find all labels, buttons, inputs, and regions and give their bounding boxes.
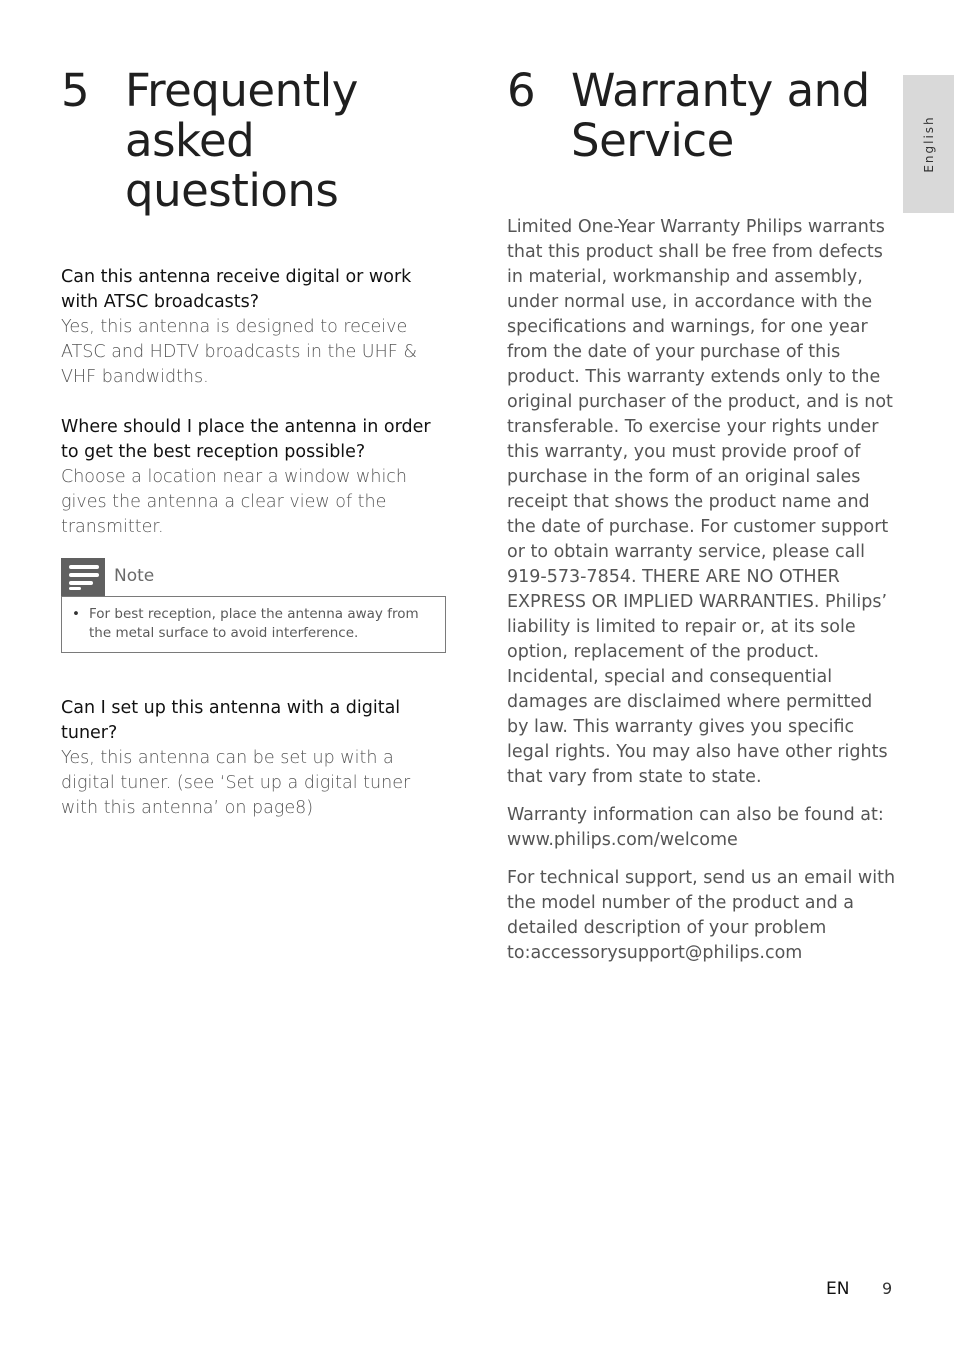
note-text: For best reception, place the antenna away from the metal surface to avoid interference.	[89, 606, 419, 641]
faq-item-1	[61, 265, 451, 390]
faq-title-line1: Frequently	[125, 64, 358, 117]
note-label: Note	[114, 566, 155, 586]
faq-heading	[61, 66, 451, 216]
footer-language: EN	[826, 1279, 850, 1299]
warranty-title-line2: Service	[571, 114, 734, 167]
warranty-heading	[507, 66, 899, 166]
faq-title-line2: asked questions	[125, 114, 339, 217]
tech-support-paragraph: For technical support, send us an email with the model number of the product and a detailed description of your problem to:accessorysupport@philips.com	[507, 868, 896, 963]
faq-answer: Yes, this antenna is designed to receive ATSC and HDTV broadcasts in the UHF & VHF bandwidths.	[61, 317, 418, 387]
page-number: 9	[882, 1279, 893, 1298]
warranty-info-paragraph: Warranty information can also be found at: www.philips.com/welcome	[507, 805, 884, 850]
note-header	[61, 558, 446, 596]
faq-question: Can I set up this antenna with a digital tuner?	[61, 698, 401, 743]
faq-question: Can this antenna receive digital or work with ATSC broadcasts?	[61, 267, 412, 312]
faq-column	[61, 66, 451, 821]
note-box	[61, 558, 446, 653]
language-tab-label: English	[921, 115, 936, 173]
faq-item-2	[61, 415, 451, 540]
warranty-column	[507, 66, 899, 966]
faq-answer: Yes, this antenna can be set up with a digital tuner. (see ‘Set up a digital tuner with this antenna’ on page8)	[61, 748, 411, 818]
warranty-paragraph: Limited One-Year Warranty Philips warrants that this product shall be free from defects in material, workmanship and assembly, under normal use, in accordance with the specifications and warnings, for one year from the date of your purchase of this product. This warranty extends only to the original purchaser of the product, and is not transferable. To exercise your rights under this warranty, you must provide proof of purchase in the form of an original sales receipt that shows the product name and the date of purchase. For customer support or to obtain warranty service, please call 919-573-7854. THERE ARE NO OTHER EXPRESS OR IMPLIED WARRANTIES. Philips’ liability is limited to repair or, at its sole option, replacement of the product. Incidental, special and consequential damages are disclaimed where permitted by law. This warranty gives you specific legal rights. You may also have other rights that vary from state to state.	[507, 217, 893, 787]
faq-item-3	[61, 696, 451, 821]
warranty-section-number: 6	[507, 64, 536, 117]
faq-section-number: 5	[61, 64, 90, 117]
warranty-title-line1: Warranty and	[571, 64, 870, 117]
note-bullet: •	[72, 606, 80, 622]
faq-answer: Choose a location near a window which gives the antenna a clear view of the transmitter.	[61, 467, 408, 537]
note-lines-icon	[61, 558, 105, 596]
language-side-tab	[903, 75, 954, 213]
faq-question: Where should I place the antenna in order to get the best reception possible?	[61, 417, 431, 462]
note-body	[61, 596, 446, 653]
